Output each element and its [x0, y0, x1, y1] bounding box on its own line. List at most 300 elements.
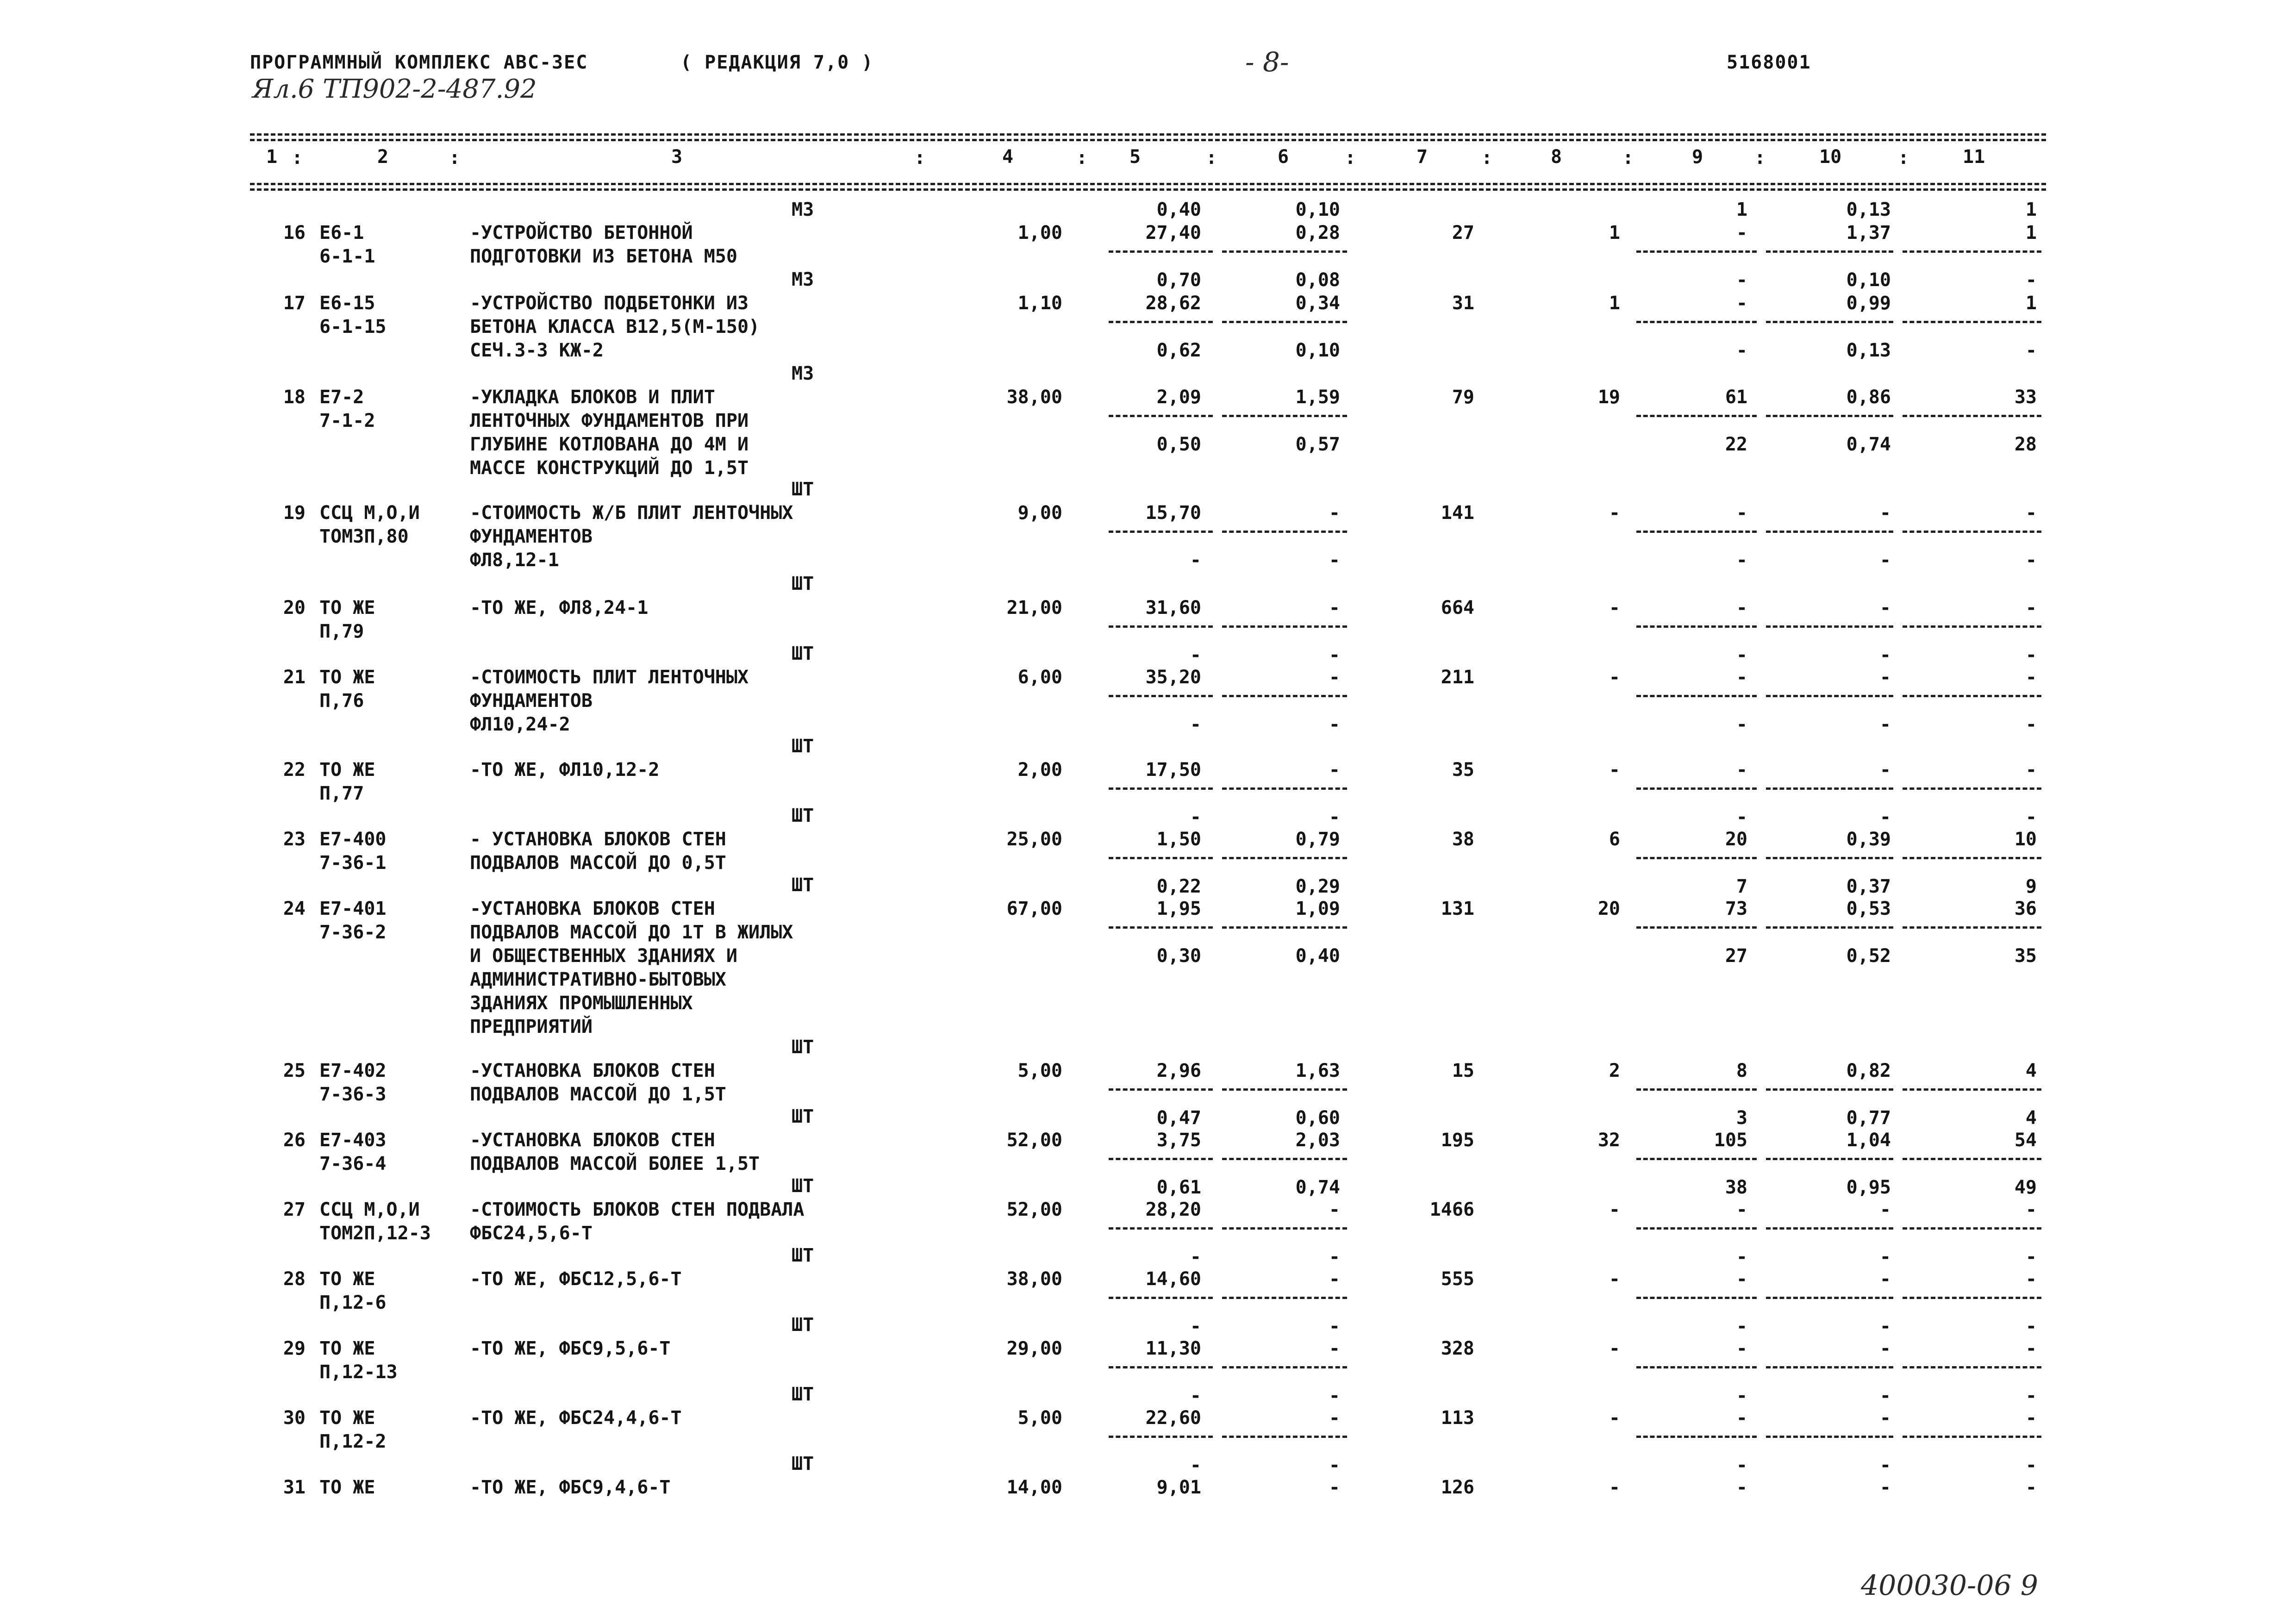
subtotal-rule-col5: [1109, 625, 1213, 628]
cell-col6: -: [1329, 502, 1340, 524]
unit-label: ШТ: [792, 874, 814, 896]
work-description: ПОДВАЛОВ МАССОЙ ДО 1,5Т: [470, 1084, 726, 1105]
cell-col7: 555: [1441, 1268, 1474, 1290]
norm-code: Е6-1: [319, 222, 364, 244]
cell-col9-secondary: -: [1736, 1246, 1747, 1268]
subtotal-rule-col9: [1636, 926, 1757, 929]
subtotal-rule-col9: [1636, 857, 1757, 859]
cell-col5: 2,09: [1156, 387, 1201, 408]
work-description: ФБС24,5,6-Т: [470, 1223, 593, 1244]
subtotal-rule-col10: [1766, 926, 1893, 929]
column-separator: :: [1076, 147, 1088, 169]
cell-col5: 27,40: [1145, 222, 1201, 244]
cell-col6: 2,03: [1295, 1130, 1340, 1151]
subtotal-rule-col6: [1222, 695, 1347, 697]
work-description: МАССЕ КОНСТРУКЦИЙ ДО 1,5Т: [470, 457, 749, 479]
cell-col7: 141: [1441, 502, 1474, 524]
norm-code-secondary: ТОМ2П,12-3: [319, 1223, 431, 1244]
cell-col10-secondary: -: [1879, 644, 1891, 666]
unit-label: ШТ: [792, 479, 814, 500]
unit-label: ШТ: [792, 643, 814, 664]
column-separator: :: [1754, 147, 1766, 169]
cell-col9: -: [1736, 502, 1747, 524]
norm-code: Е6-15: [319, 293, 375, 314]
cell-col11-secondary: -: [2025, 1385, 2037, 1406]
cell-col10: 1,04: [1846, 1130, 1891, 1151]
cell-col11: 54: [2014, 1130, 2037, 1151]
cell-col11: -: [2025, 1268, 2037, 1290]
cell-col10-secondary: -: [1879, 806, 1891, 828]
cell-col8: 32: [1597, 1130, 1620, 1151]
subtotal-rule-col6: [1222, 415, 1347, 417]
cell-quantity: 1,00: [1017, 222, 1062, 244]
cell-col8: 1: [1609, 222, 1620, 244]
cell-col10-secondary: 0,37: [1846, 876, 1891, 897]
subtotal-rule-col9: [1636, 1366, 1757, 1368]
work-description: БЕТОНА КЛАССА В12,5(М-150): [470, 316, 760, 337]
cell-col7: 131: [1441, 898, 1474, 919]
work-description: ФЛ8,12-1: [470, 550, 559, 571]
cell-col10: -: [1879, 597, 1891, 618]
work-description: ПОДВАЛОВ МАССОЙ ДО 1Т В ЖИЛЫХ: [470, 922, 793, 943]
cell-col5: 14,60: [1145, 1268, 1201, 1290]
work-description: -СТОИМОСТЬ ПЛИТ ЛЕНТОЧНЫХ: [470, 667, 749, 688]
cell-quantity: 9,00: [1017, 502, 1062, 524]
subtotal-rule-col6: [1222, 1366, 1347, 1368]
cell-col7: 38: [1452, 829, 1474, 850]
subtotal-rule-col9: [1636, 250, 1757, 253]
cell-col9: -: [1736, 1407, 1747, 1429]
cell-col7: 27: [1452, 222, 1474, 244]
subtotal-rule-col6: [1222, 787, 1347, 790]
cell-col10: -: [1879, 1268, 1891, 1290]
cell-col11: -: [2025, 597, 2037, 618]
subtotal-rule-col11: [1903, 625, 2041, 628]
subtotal-rule-col6: [1222, 857, 1347, 859]
subtotal-rule-col9: [1636, 415, 1757, 417]
column-header-6: 6: [1278, 146, 1289, 168]
cell-col8: -: [1609, 759, 1620, 781]
cell-col7: 15: [1452, 1060, 1474, 1081]
cell-col9-secondary: -: [1736, 806, 1747, 828]
subtotal-rule-col6: [1222, 1227, 1347, 1230]
cell-col9-secondary: -: [1736, 269, 1747, 291]
column-separator: :: [1622, 147, 1634, 169]
subtotal-rule-col5: [1109, 1227, 1213, 1230]
cell-quantity: 38,00: [1006, 1268, 1062, 1290]
cell-quantity: 52,00: [1006, 1199, 1062, 1220]
subtotal-rule-col6: [1222, 321, 1347, 323]
work-description: -УСТАНОВКА БЛОКОВ СТЕН: [470, 1060, 715, 1081]
cell-col11: 4: [2025, 1060, 2037, 1081]
cell-col6: -: [1329, 1338, 1340, 1359]
cell-col11-secondary: 28: [2014, 434, 2037, 455]
cell-col9: -: [1736, 759, 1747, 781]
subtotal-rule-col11: [1903, 926, 2041, 929]
work-description: АДМИНИСТРАТИВНО-БЫТОВЫХ: [470, 969, 726, 990]
cell-quantity: 5,00: [1017, 1060, 1062, 1081]
cell-col11: 33: [2014, 387, 2037, 408]
unit-label: М3: [792, 269, 814, 290]
row-number: 18: [283, 387, 306, 408]
cell-col11-secondary: -: [2025, 550, 2037, 571]
cell-col8: 1: [1609, 293, 1620, 314]
subtotal-rule-col9: [1636, 1297, 1757, 1299]
cell-col5-secondary: -: [1190, 550, 1201, 571]
cell-col5-secondary: 0,22: [1156, 876, 1201, 897]
cell-col11-secondary: -: [2025, 1455, 2037, 1476]
work-description: ГЛУБИНЕ КОТЛОВАНА ДО 4М И: [470, 434, 749, 455]
cell-col6-secondary: 0,08: [1295, 269, 1340, 291]
column-header-7: 7: [1416, 146, 1428, 168]
cell-col5: 1,95: [1156, 898, 1201, 919]
cell-col5-secondary: 0,40: [1156, 199, 1201, 220]
cell-col6-secondary: 0,40: [1295, 945, 1340, 967]
cell-col10-secondary: -: [1879, 1455, 1891, 1476]
cell-col9: -: [1736, 1199, 1747, 1220]
row-number: 23: [283, 829, 306, 850]
cell-col6: -: [1329, 759, 1340, 781]
work-description: -УСТРОЙСТВО БЕТОННОЙ: [470, 222, 693, 244]
subtotal-rule-col6: [1222, 1436, 1347, 1438]
subtotal-rule-col10: [1766, 1158, 1893, 1160]
cell-col9-secondary: 22: [1725, 434, 1747, 455]
column-separator: :: [914, 147, 926, 169]
cell-col10: 0,99: [1846, 293, 1891, 314]
cell-col9: 73: [1725, 898, 1747, 919]
subtotal-rule-col11: [1903, 1436, 2041, 1438]
column-separator: :: [449, 147, 461, 169]
work-description: ФЛ10,24-2: [470, 714, 570, 735]
cell-quantity: 1,10: [1017, 293, 1062, 314]
cell-col5-secondary: 0,62: [1156, 340, 1201, 361]
work-description: -ТО ЖЕ, ФЛ10,12-2: [470, 759, 660, 781]
cell-col11: -: [2025, 1407, 2037, 1429]
cell-col9-secondary: 38: [1725, 1177, 1747, 1198]
cell-col9: -: [1736, 667, 1747, 688]
norm-code: ССЦ М,О,И: [319, 502, 420, 524]
work-description: ЗДАНИЯХ ПРОМЫШЛЕННЫХ: [470, 993, 693, 1014]
cell-col10-secondary: 0,77: [1846, 1107, 1891, 1129]
cell-col9: 20: [1725, 829, 1747, 850]
cell-col7: 126: [1441, 1477, 1474, 1498]
subtotal-rule-col5: [1109, 926, 1213, 929]
column-header-1: 1: [266, 146, 278, 168]
column-separator: :: [1898, 147, 1909, 169]
edition-label: ( РЕДАКЦИЯ 7,0 ): [680, 52, 874, 73]
subtotal-rule-col9: [1636, 787, 1757, 790]
cell-col7: 35: [1452, 759, 1474, 781]
cell-col10-secondary: 0,13: [1846, 199, 1891, 220]
row-number: 31: [283, 1477, 306, 1498]
work-description: -УКЛАДКА БЛОКОВ И ПЛИТ: [470, 387, 715, 408]
header-bottom-rule-2: [250, 188, 2046, 191]
cell-col5: 2,96: [1156, 1060, 1201, 1081]
subtotal-rule-col5: [1109, 250, 1213, 253]
cell-quantity: 21,00: [1006, 597, 1062, 618]
norm-code-secondary: 7-36-1: [319, 852, 387, 874]
cell-col7: 79: [1452, 387, 1474, 408]
row-number: 19: [283, 502, 306, 524]
cell-col6-secondary: -: [1329, 644, 1340, 666]
subtotal-rule-col5: [1109, 695, 1213, 697]
subtotal-rule-col5: [1109, 321, 1213, 323]
work-description: ПОДГОТОВКИ ИЗ БЕТОНА М50: [470, 246, 737, 267]
subtotal-rule-col11: [1903, 321, 2041, 323]
cell-col9: -: [1736, 222, 1747, 244]
work-description: -ТО ЖЕ, ФБС9,4,6-Т: [470, 1477, 671, 1498]
cell-col10-secondary: -: [1879, 1385, 1891, 1406]
cell-col11-secondary: -: [2025, 269, 2037, 291]
cell-col6-secondary: 0,74: [1295, 1177, 1340, 1198]
cell-quantity: 52,00: [1006, 1130, 1062, 1151]
cell-col6: 1,63: [1295, 1060, 1340, 1081]
subtotal-rule-col11: [1903, 787, 2041, 790]
row-number: 25: [283, 1060, 306, 1081]
cell-col10: 0,86: [1846, 387, 1891, 408]
footer-stamp: 400030-06 9: [1861, 1569, 2038, 1602]
cell-col5: 22,60: [1145, 1407, 1201, 1429]
norm-code: Е7-402: [319, 1060, 387, 1081]
cell-col5-secondary: 0,70: [1156, 269, 1201, 291]
cell-col9-secondary: -: [1736, 1385, 1747, 1406]
cell-col9-secondary: -: [1736, 550, 1747, 571]
cell-quantity: 29,00: [1006, 1338, 1062, 1359]
cell-col10-secondary: 0,13: [1846, 340, 1891, 361]
cell-col5-secondary: 0,30: [1156, 945, 1201, 967]
norm-code: Е7-403: [319, 1130, 387, 1151]
subtotal-rule-col6: [1222, 1297, 1347, 1299]
header-top-rule-2: [250, 139, 2046, 141]
subtotal-rule-col10: [1766, 1297, 1893, 1299]
cell-col5-secondary: -: [1190, 1455, 1201, 1476]
cell-col10-secondary: 0,95: [1846, 1177, 1891, 1198]
column-separator: :: [1481, 147, 1493, 169]
cell-col11-secondary: 49: [2014, 1177, 2037, 1198]
unit-label: М3: [792, 199, 814, 220]
row-number: 16: [283, 222, 306, 244]
column-header-10: 10: [1819, 146, 1842, 168]
work-description: ЛЕНТОЧНЫХ ФУНДАМЕНТОВ ПРИ: [470, 410, 749, 431]
norm-code-secondary: П,76: [319, 690, 364, 712]
subtotal-rule-col9: [1636, 625, 1757, 628]
cell-col10-secondary: -: [1879, 550, 1891, 571]
cell-col11: -: [2025, 502, 2037, 524]
subtotal-rule-col10: [1766, 787, 1893, 790]
cell-col9-secondary: -: [1736, 340, 1747, 361]
subtotal-rule-col6: [1222, 1158, 1347, 1160]
column-header-4: 4: [1002, 146, 1014, 168]
cell-col8: -: [1609, 1268, 1620, 1290]
subtotal-rule-col6: [1222, 531, 1347, 533]
cell-col8: -: [1609, 502, 1620, 524]
unit-label: ШТ: [792, 1245, 814, 1266]
cell-col8: 19: [1597, 387, 1620, 408]
subtotal-rule-col11: [1903, 250, 2041, 253]
cell-col10-secondary: -: [1879, 1316, 1891, 1337]
cell-col8: 6: [1609, 829, 1620, 850]
column-separator: :: [1206, 147, 1217, 169]
program-title: ПРОГРАММНЫЙ КОМПЛЕКС АВС-ЗЕС: [250, 52, 588, 73]
cell-col8: -: [1609, 1477, 1620, 1498]
norm-code-secondary: 6-1-15: [319, 316, 387, 337]
cell-col11: -: [2025, 1199, 2037, 1220]
cell-col9: -: [1736, 293, 1747, 314]
cell-quantity: 5,00: [1017, 1407, 1062, 1429]
subtotal-rule-col5: [1109, 1158, 1213, 1160]
subtotal-rule-col10: [1766, 625, 1893, 628]
cell-col11: -: [2025, 1477, 2037, 1498]
cell-col5-secondary: -: [1190, 1316, 1201, 1337]
cell-col11-secondary: 4: [2025, 1107, 2037, 1129]
work-description: -СТОИМОСТЬ Ж/Б ПЛИТ ЛЕНТОЧНЫХ: [470, 502, 793, 524]
cell-col11-secondary: -: [2025, 1316, 2037, 1337]
cell-col5: 3,75: [1156, 1130, 1201, 1151]
work-description: -ТО ЖЕ, ФБС24,4,6-Т: [470, 1407, 682, 1429]
subtotal-rule-col11: [1903, 531, 2041, 533]
cell-col11-secondary: -: [2025, 340, 2037, 361]
cell-col10: -: [1879, 759, 1891, 781]
row-number: 24: [283, 898, 306, 919]
cell-quantity: 14,00: [1006, 1477, 1062, 1498]
subtotal-rule-col11: [1903, 1366, 2041, 1368]
cell-col10: -: [1879, 1407, 1891, 1429]
subtotal-rule-col10: [1766, 531, 1893, 533]
cell-col10: -: [1879, 1199, 1891, 1220]
unit-label: ШТ: [792, 1314, 814, 1336]
cell-col10: 0,39: [1846, 829, 1891, 850]
work-description: -ТО ЖЕ, ФБС12,5,6-Т: [470, 1268, 682, 1290]
cell-col10-secondary: 0,52: [1846, 945, 1891, 967]
cell-col6: -: [1329, 597, 1340, 618]
subtotal-rule-col11: [1903, 1227, 2041, 1230]
norm-code-secondary: 7-36-3: [319, 1084, 387, 1105]
row-number: 17: [283, 293, 306, 314]
row-number: 20: [283, 597, 306, 618]
norm-code: ТО ЖЕ: [319, 1407, 375, 1429]
cell-col5-secondary: 0,61: [1156, 1177, 1201, 1198]
cell-col11: 10: [2014, 829, 2037, 850]
cell-col5-secondary: -: [1190, 644, 1201, 666]
work-description: ПРЕДПРИЯТИЙ: [470, 1016, 593, 1037]
subtotal-rule-col10: [1766, 250, 1893, 253]
unit-label: ШТ: [792, 1106, 814, 1127]
subtotal-rule-col6: [1222, 625, 1347, 628]
work-description: И ОБЩЕСТВЕННЫХ ЗДАНИЯХ И: [470, 945, 737, 967]
cell-col7: 664: [1441, 597, 1474, 618]
cell-col11-secondary: -: [2025, 714, 2037, 735]
subtotal-rule-col6: [1222, 926, 1347, 929]
cell-col6-secondary: 0,10: [1295, 340, 1340, 361]
work-description: ПОДВАЛОВ МАССОЙ ДО 0,5Т: [470, 852, 726, 874]
subtotal-rule-col5: [1109, 787, 1213, 790]
unit-label: ШТ: [792, 1453, 814, 1474]
unit-label: ШТ: [792, 573, 814, 594]
norm-code-secondary: П,79: [319, 621, 364, 642]
norm-code: ТО ЖЕ: [319, 1477, 375, 1498]
cell-col11-secondary: -: [2025, 644, 2037, 666]
cell-col10: -: [1879, 1338, 1891, 1359]
cell-col10: -: [1879, 1477, 1891, 1498]
norm-code: Е7-2: [319, 387, 364, 408]
subtotal-rule-col5: [1109, 1297, 1213, 1299]
cell-col7: 1466: [1429, 1199, 1474, 1220]
norm-code-secondary: 6-1-1: [319, 246, 375, 267]
subtotal-rule-col9: [1636, 531, 1757, 533]
cell-col6: 1,59: [1295, 387, 1340, 408]
work-description: -УСТАНОВКА БЛОКОВ СТЕН: [470, 1130, 715, 1151]
cell-col5: 9,01: [1156, 1477, 1201, 1498]
unit-label: ШТ: [792, 1037, 814, 1058]
cell-col9-secondary: 1: [1736, 199, 1747, 220]
cell-col6-secondary: -: [1329, 1455, 1340, 1476]
column-header-11: 11: [1963, 146, 1985, 168]
subtotal-rule-col5: [1109, 1366, 1213, 1368]
norm-code: ССЦ М,О,И: [319, 1199, 420, 1220]
row-number: 30: [283, 1407, 306, 1429]
cell-col9-secondary: 7: [1736, 876, 1747, 897]
cell-col11: 36: [2014, 898, 2037, 919]
row-number: 26: [283, 1130, 306, 1151]
cell-col10: -: [1879, 667, 1891, 688]
column-separator: :: [292, 147, 303, 169]
cell-col5-secondary: -: [1190, 714, 1201, 735]
cell-col6: -: [1329, 1407, 1340, 1429]
norm-code-secondary: 7-36-2: [319, 922, 387, 943]
unit-label: ШТ: [792, 736, 814, 757]
subtotal-rule-col5: [1109, 1088, 1213, 1091]
cell-col6-secondary: -: [1329, 714, 1340, 735]
cell-col6-secondary: -: [1329, 1316, 1340, 1337]
cell-col8: -: [1609, 667, 1620, 688]
cell-col6: -: [1329, 1199, 1340, 1220]
subtotal-rule-col10: [1766, 1366, 1893, 1368]
cell-col10-secondary: 0,74: [1846, 434, 1891, 455]
work-description: -СТОИМОСТЬ БЛОКОВ СТЕН ПОДВАЛА: [470, 1199, 805, 1220]
cell-col10-secondary: -: [1879, 1246, 1891, 1268]
cell-col6-secondary: 0,57: [1295, 434, 1340, 455]
subtotal-rule-col11: [1903, 415, 2041, 417]
subtotal-rule-col11: [1903, 1297, 2041, 1299]
norm-code-secondary: П,12-6: [319, 1292, 387, 1313]
cell-col11-secondary: 1: [2025, 199, 2037, 220]
subtotal-rule-col9: [1636, 1436, 1757, 1438]
subtotal-rule-col10: [1766, 1088, 1893, 1091]
norm-code-secondary: ТОМ3П,80: [319, 526, 409, 547]
subtotal-rule-col10: [1766, 1227, 1893, 1230]
cell-quantity: 2,00: [1017, 759, 1062, 781]
norm-code: Е7-401: [319, 898, 387, 919]
subtotal-rule-col5: [1109, 531, 1213, 533]
cell-col6: 0,34: [1295, 293, 1340, 314]
subtotal-rule-col10: [1766, 857, 1893, 859]
subtotal-rule-col9: [1636, 321, 1757, 323]
subtotal-rule-col9: [1636, 1158, 1757, 1160]
work-description: - УСТАНОВКА БЛОКОВ СТЕН: [470, 829, 726, 850]
subtotal-rule-col5: [1109, 857, 1213, 859]
cell-col6: -: [1329, 1477, 1340, 1498]
cell-col6-secondary: -: [1329, 1246, 1340, 1268]
row-number: 21: [283, 667, 306, 688]
unit-label: М3: [792, 363, 814, 384]
cell-col9-secondary: -: [1736, 1455, 1747, 1476]
cell-col5-secondary: -: [1190, 806, 1201, 828]
subtotal-rule-col10: [1766, 415, 1893, 417]
cell-col11-secondary: -: [2025, 806, 2037, 828]
cell-col7: 113: [1441, 1407, 1474, 1429]
norm-code: ТО ЖЕ: [319, 667, 375, 688]
cell-col11-secondary: 35: [2014, 945, 2037, 967]
